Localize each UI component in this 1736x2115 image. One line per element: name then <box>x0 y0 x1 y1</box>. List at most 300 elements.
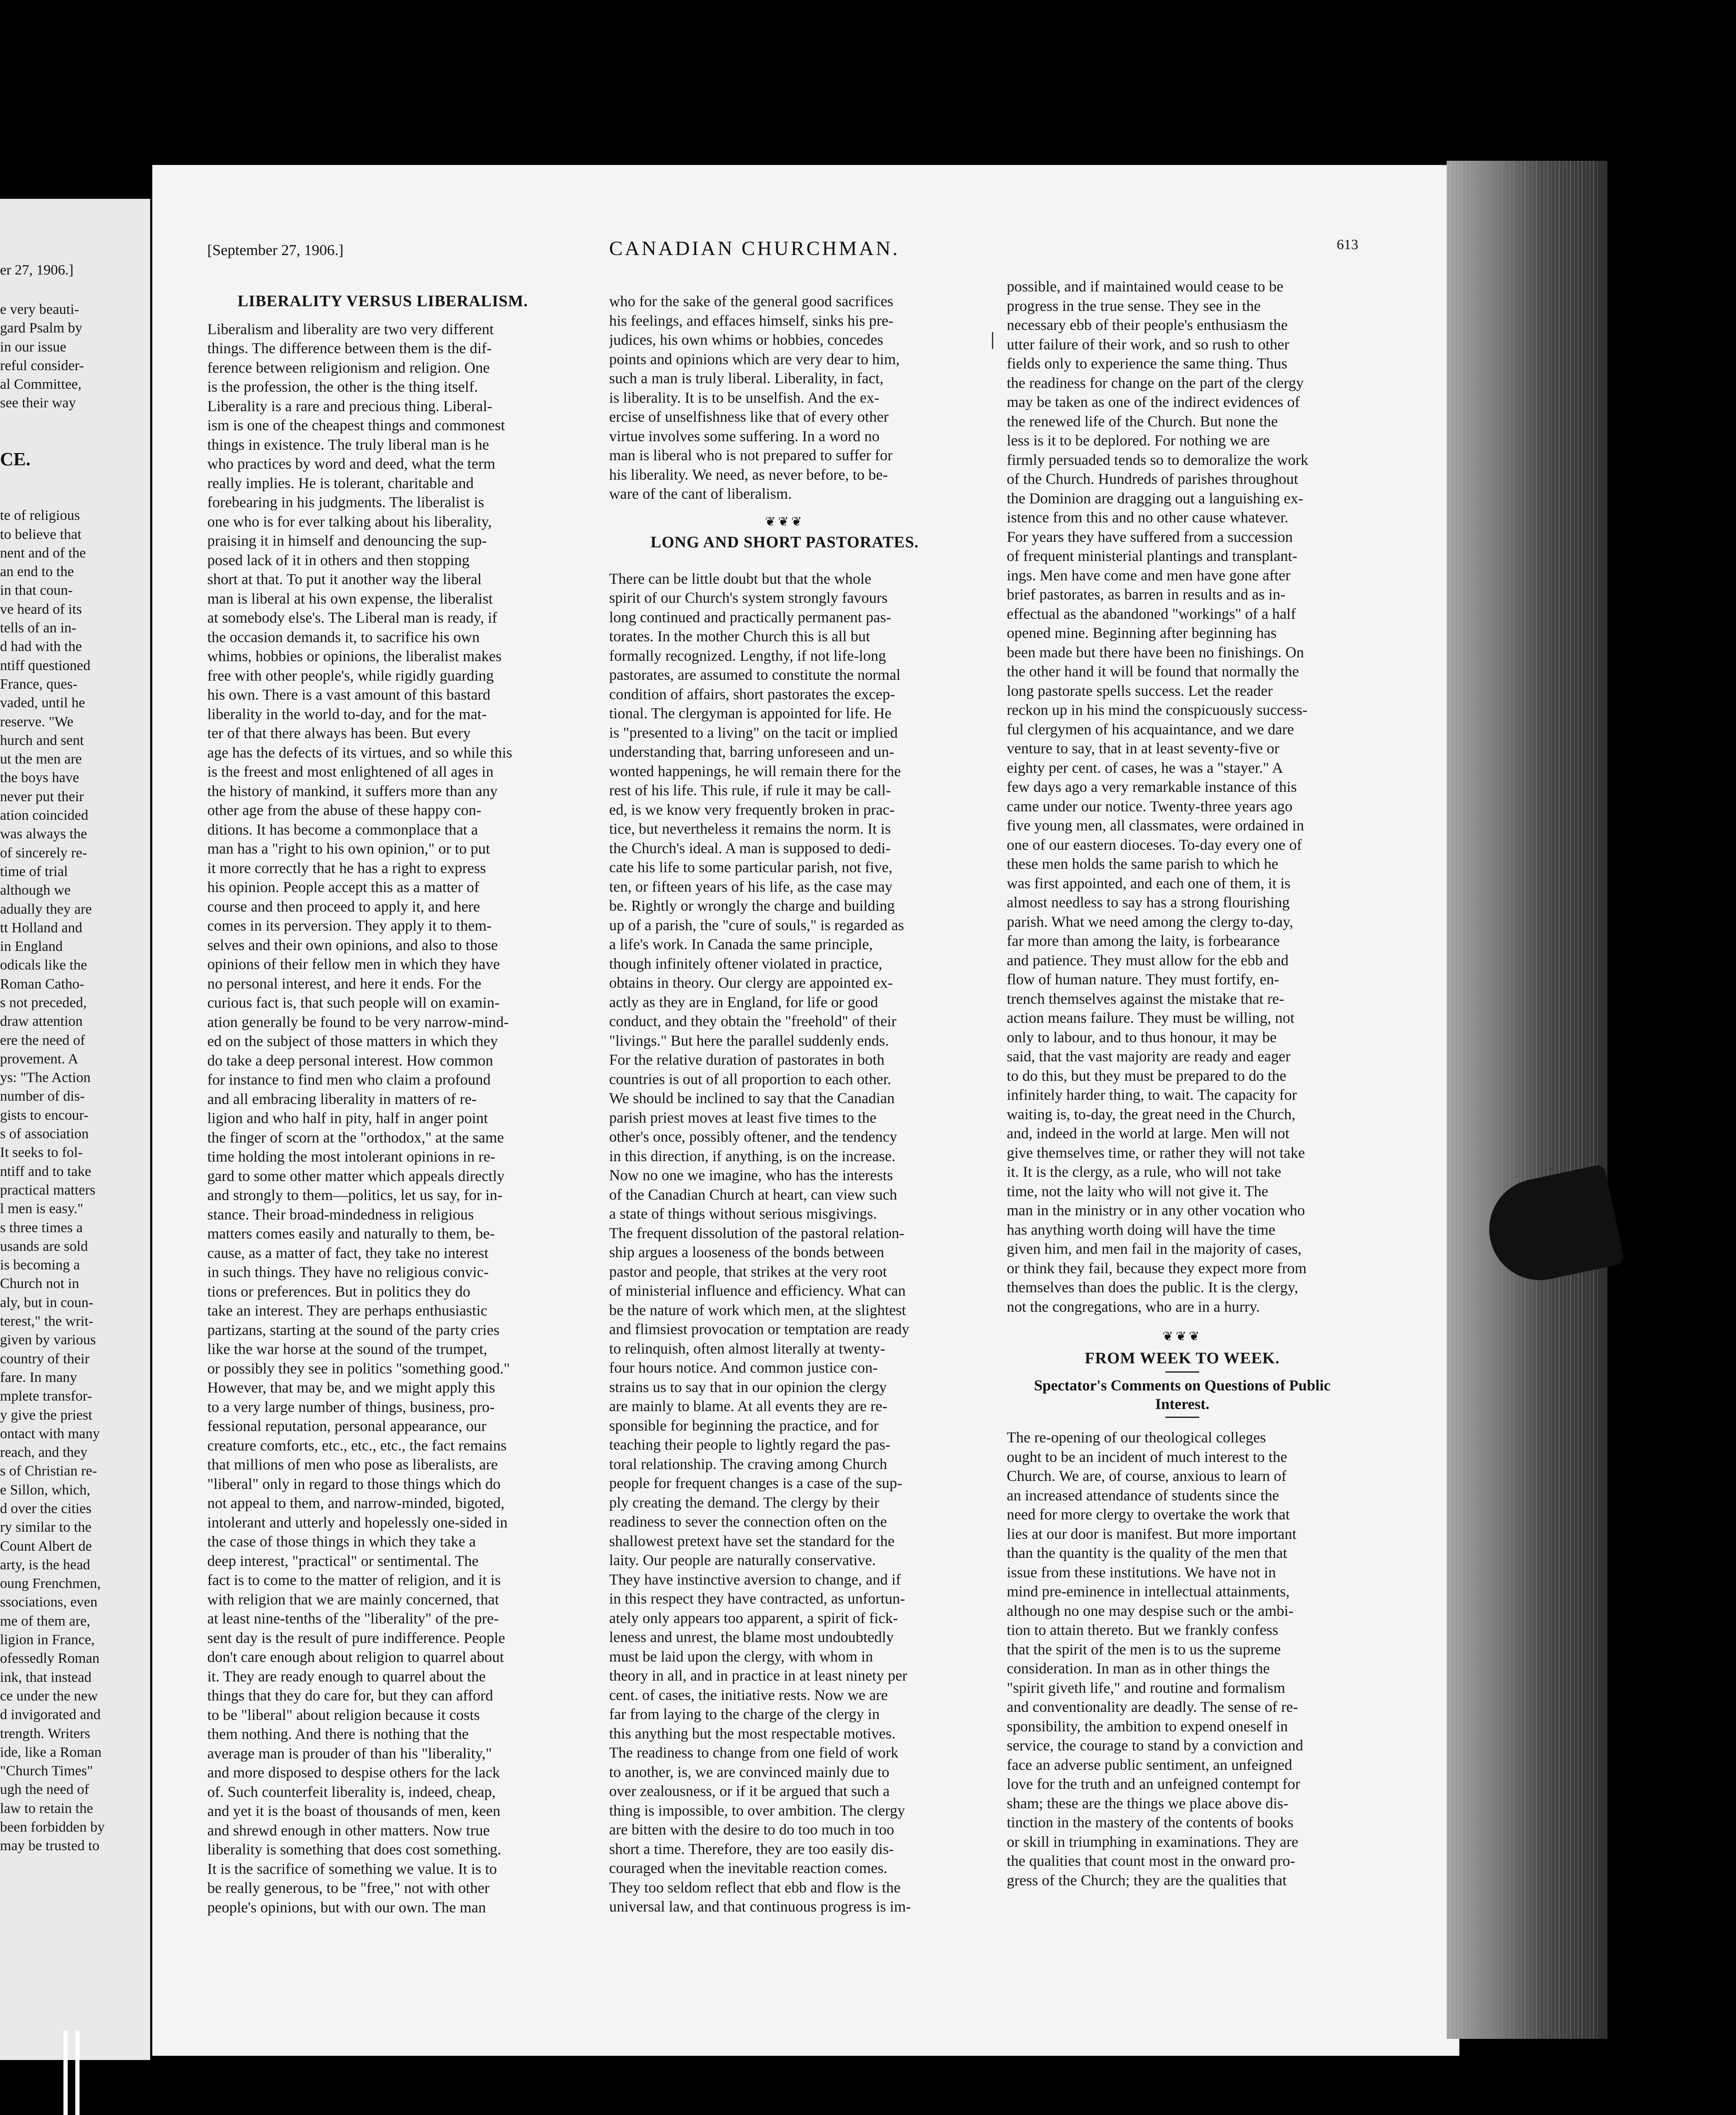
text-line: see their way <box>0 395 76 411</box>
text-line: man is liberal at his own expense, the liberalist <box>207 590 493 607</box>
text-line: far more than among the laity, is forbearance <box>1007 932 1280 949</box>
text-line: ought to be an incident of much interest to the <box>1007 1448 1287 1465</box>
text-line: ation generally be found to be very narrow-mind- <box>207 1013 509 1030</box>
text-line: the Dominion are dragging out a languishing ex- <box>1007 489 1303 507</box>
text-line: other age from the abuse of these happy con- <box>207 802 481 819</box>
text-line: at least nine-tenths of the "liberality" of the pre- <box>207 1610 499 1627</box>
text-line <box>0 413 150 431</box>
text-line: CE. <box>0 449 31 470</box>
text-line: in this respect they have contracted, as unfortun- <box>609 1590 905 1607</box>
text-line: s of association <box>0 1126 89 1142</box>
text-line: the readiness for change on the part of the clergy <box>1007 374 1304 391</box>
text-line: need for more clergy to overtake the work that <box>1007 1506 1290 1523</box>
text-line: average man is prouder of than his "liberality," <box>207 1744 492 1762</box>
text-line: in this direction, if anything, is on the increase. <box>609 1147 895 1165</box>
text-line: the finger of scorn at the "orthodox," at the same <box>207 1129 504 1146</box>
text-line: law to retain the <box>0 1800 93 1816</box>
text-line: that the spirit of the men is to us the supreme <box>1007 1640 1281 1658</box>
text-line: ligion in France, <box>0 1632 95 1648</box>
text-line: short a time. Therefore, they are too easily dis- <box>609 1840 894 1857</box>
article-body-pastorates-cont <box>1007 277 1358 1316</box>
book-edge <box>63 2030 89 2115</box>
text-line: ut the men are <box>0 751 82 767</box>
page-number: 613 <box>1337 237 1358 253</box>
text-line: no personal interest, and here it ends. For the <box>207 975 481 992</box>
text-line: age has the defects of its virtues, and so while this <box>207 744 512 761</box>
text-line: s three times a <box>0 1220 83 1236</box>
text-line: for instance to find men who claim a profound <box>207 1071 491 1088</box>
text-line: obtains in theory. Our clergy are appointed ex- <box>609 974 893 991</box>
text-line: this anything but the most respectable motives. <box>609 1725 895 1742</box>
text-line: and more disposed to despise others for the lack <box>207 1764 500 1781</box>
text-line: "liberal" only in regard to those things which do <box>207 1475 501 1492</box>
text-line: readiness to sever the connection often on the <box>609 1513 887 1530</box>
text-line: matters comes easily and naturally to them, be- <box>207 1225 495 1242</box>
text-line: like the war horse at the sound of the trumpet, <box>207 1340 487 1357</box>
text-line: There can be little doubt but that the whole <box>609 570 871 587</box>
heading-rule <box>1165 1417 1199 1418</box>
text-line: adually they are <box>0 901 92 917</box>
left-page-text <box>0 300 150 1856</box>
text-line: sponsibility, the ambition to expend oneself in <box>1007 1717 1288 1735</box>
text-line: such a man is truly liberal. Liberality, in fact, <box>609 370 884 387</box>
text-line: comes in its perversion. They apply it to them- <box>207 917 492 934</box>
text-line: ship argues a looseness of the bonds between <box>609 1244 884 1261</box>
text-line: firmly persuaded tends so to demoralize the work <box>1007 451 1308 468</box>
text-line: curious fact is, that such people will on examin- <box>207 994 500 1011</box>
text-line: give themselves time, or rather they will not take <box>1007 1144 1305 1161</box>
text-line: formally recognized. Lengthy, if not life-long <box>609 647 886 664</box>
text-line: only to labour, and to thus honour, it may be <box>1007 1028 1277 1046</box>
text-line: te of religious <box>0 508 80 524</box>
text-line: tions or preferences. But in politics they do <box>207 1283 470 1300</box>
text-line: or skill in triumphing in examinations. They are <box>1007 1833 1299 1850</box>
text-line: fessional reputation, personal appearance, our <box>207 1417 486 1434</box>
text-line: opened mine. Beginning after beginning has <box>1007 624 1277 641</box>
text-line: free with other people's, while rigidly guarding <box>207 667 494 684</box>
text-line: terest," the writ- <box>0 1313 93 1329</box>
text-line: service, the courage to stand by a conviction and <box>1007 1737 1303 1754</box>
text-line: love for the truth and an unfeigned contempt for <box>1007 1775 1300 1792</box>
text-line: oung Frenchmen, <box>0 1576 101 1592</box>
text-line <box>0 469 150 488</box>
text-line: vaded, until he <box>0 695 85 711</box>
text-line: man in the ministry or in any other vocation who <box>1007 1202 1305 1219</box>
text-line: pastorates, are assumed to constitute the normal <box>609 666 901 683</box>
text-line: ism is one of the cheapest things and commonest <box>207 417 505 434</box>
text-line: posed lack of it in others and then stopping <box>207 551 470 569</box>
text-line: s not preceded, <box>0 994 87 1011</box>
text-line: been made but there have been no finishings. On <box>1007 643 1304 661</box>
text-line: Liberality is a rare and precious thing. Liberal- <box>207 397 492 415</box>
text-line: praising it in himself and denouncing the sup- <box>207 532 487 549</box>
text-line: necessary ebb of their people's enthusiasm the <box>1007 316 1288 333</box>
text-line: ed on the subject of those matters in which they <box>207 1033 498 1049</box>
text-line: cause, as a matter of fact, they take no interest <box>207 1244 489 1261</box>
text-line: are mainly to blame. At all events they are re- <box>609 1398 887 1415</box>
text-line: eighty per cent. of cases, he was a "stayer." A <box>1007 759 1283 776</box>
article-body-liberality-cont <box>609 292 960 504</box>
text-line: given by various <box>0 1332 96 1348</box>
text-line: who practices by word and deed, what the term <box>207 455 495 472</box>
text-line: gists to encour- <box>0 1107 88 1123</box>
text-line: brief pastorates, as barren in results and as in- <box>1007 586 1286 603</box>
text-line: ssociations, even <box>0 1594 98 1610</box>
text-line: not appeal to them, and narrow-minded, bigoted, <box>207 1494 505 1511</box>
text-line: may be taken as one of the indirect evidences of <box>1007 393 1300 410</box>
text-line: of sincerely re- <box>0 845 87 861</box>
text-line: selves and their own opinions, and also to those <box>207 936 498 953</box>
text-line: ere the need of <box>0 1032 85 1048</box>
text-line: theory in all, and in practice in at least ninety per <box>609 1667 907 1684</box>
text-line: do take a deep personal interest. How common <box>207 1052 493 1069</box>
text-line: reckon up in his mind the conspicuously success- <box>1007 701 1307 718</box>
text-line: in such things. They have no religious convic- <box>207 1264 489 1280</box>
text-line: long continued and practically permanent pas- <box>609 608 891 626</box>
text-line: mind pre-eminence in intellectual attainments, <box>1007 1583 1290 1600</box>
text-line: "Church Times" <box>0 1763 93 1779</box>
text-line: odicals like the <box>0 957 87 973</box>
text-line: said, that the vast majority are ready and eager <box>1007 1048 1291 1065</box>
text-line: must be laid upon the clergy, with whom in <box>609 1648 873 1665</box>
text-line: wonted happenings, he will remain there for the <box>609 762 901 780</box>
text-line: ed, is we know very frequently broken in prac- <box>609 801 895 818</box>
article-body-liberality <box>207 320 558 1917</box>
text-line: themselves than does the public. It is the clergy, <box>1007 1279 1298 1296</box>
text-line: been forbidden by <box>0 1819 105 1835</box>
section-ornament: ❦❦❦ <box>1162 1329 1202 1343</box>
main-page <box>152 165 1459 2056</box>
text-line: ditions. It has become a commonplace that a <box>207 821 478 838</box>
text-line: sponsible for beginning the practice, and for <box>609 1417 879 1434</box>
text-line: really implies. He is tolerant, charitable and <box>207 474 474 492</box>
text-line <box>0 431 150 450</box>
text-line: the case of those things in which they take a <box>207 1533 476 1550</box>
text-line: utter failure of their work, and so rush to other <box>1007 335 1289 353</box>
text-line: venture to say, that in at least seventy-five or <box>1007 740 1280 757</box>
text-line: it. It is the clergy, as a rule, who will not take <box>1007 1163 1281 1180</box>
text-line: fields only to experience the same thing. Thus <box>1007 355 1288 372</box>
text-line: it. They are ready enough to quarrel about the <box>207 1667 486 1685</box>
text-line: tinction in the mastery of the contents of books <box>1007 1814 1294 1831</box>
text-line: one of our eastern dioceses. To-day every one of <box>1007 836 1302 853</box>
text-line: who for the sake of the general good sacrifices <box>609 293 893 310</box>
text-line: parish priest moves at least five times to the <box>609 1109 876 1126</box>
text-line: long pastorate spells success. Let the reader <box>1007 682 1273 699</box>
text-line: lies at our door is manifest. But more important <box>1007 1525 1297 1542</box>
text-line: four hours notice. And common justice con- <box>609 1359 878 1376</box>
text-line: deep interest, "practical" or sentimental. The <box>207 1552 479 1569</box>
text-line: action means failure. They must be willing, not <box>1007 1009 1295 1026</box>
text-line: of the Canadian Church at heart, can view such <box>609 1186 897 1203</box>
text-line: given him, and men fail in the majority of cases, <box>1007 1240 1302 1257</box>
text-line: is the profession, the other is the thing itself. <box>207 378 478 395</box>
text-line: pastor and people, that strikes at the very root <box>609 1263 887 1280</box>
text-line: toral relationship. The craving among Church <box>609 1455 887 1472</box>
text-line: is becoming a <box>0 1257 80 1273</box>
text-line: the occasion demands it, to sacrifice his own <box>207 628 480 645</box>
text-line: of ministerial influence and efficiency. What can <box>609 1282 906 1299</box>
text-line: and strongly to them—politics, let us say, for in- <box>207 1187 503 1203</box>
text-line: up of a parish, the "cure of souls," is regarded as <box>609 916 904 934</box>
left-page-header: er 27, 1906.] <box>0 262 74 278</box>
text-line: ofessedly Roman <box>0 1651 100 1667</box>
text-line: ntiff questioned <box>0 657 91 673</box>
text-line: and conventionality are deadly. The sense of re- <box>1007 1698 1298 1715</box>
text-line: d invigorated and <box>0 1707 101 1723</box>
text-line: and shrewd enough in other matters. Now true <box>207 1821 490 1839</box>
text-line: be really generous, to be "free," not with other <box>207 1879 490 1896</box>
text-line: e Sillon, which, <box>0 1482 91 1498</box>
text-line: trength. Writers <box>0 1725 91 1741</box>
text-line: couraged when the inevitable reaction comes. <box>609 1860 887 1876</box>
text-line: the qualities that count most in the onward pro- <box>1007 1852 1295 1869</box>
text-line: never put their <box>0 788 84 805</box>
text-line: cate his life to some particular parish, not five, <box>609 859 893 876</box>
text-line: cent. of cases, the initiative rests. Now we are <box>609 1686 888 1703</box>
text-line: d had with the <box>0 639 82 655</box>
text-line: face an adverse public sentiment, an unfeigned <box>1007 1756 1292 1773</box>
text-line: has anything worth doing will have the time <box>1007 1221 1275 1238</box>
text-line: nent and of the <box>0 545 86 561</box>
text-line: parish. What we need among the clergy to-day, <box>1007 913 1294 930</box>
text-line: liberality is something that does cost something. <box>207 1841 501 1858</box>
text-line: torates. In the mother Church this is all but <box>609 628 870 645</box>
text-line: his liberality. We need, as never before, to be- <box>609 466 888 483</box>
article-body-pastorates <box>609 569 960 1917</box>
text-line: to believe that <box>0 526 82 542</box>
text-line: an increased attendance of students since the <box>1007 1486 1279 1504</box>
text-line: to a very large number of things, business, pro- <box>207 1398 495 1415</box>
text-line: is the freest and most enlightened of all ages in <box>207 763 494 780</box>
article-heading-week: FROM WEEK TO WEEK. <box>1085 1349 1280 1367</box>
text-line: l men is easy." <box>0 1201 83 1217</box>
text-line: creature comforts, etc., etc., etc., the fact remains <box>207 1437 507 1454</box>
text-line: ercise of unselfishness like that of every other <box>609 408 889 425</box>
text-line: shallowest pretext have set the standard for the <box>609 1532 895 1549</box>
section-ornament: ❦❦❦ <box>765 514 805 529</box>
page-edges <box>1447 161 1607 2039</box>
text-line: his feelings, and effaces himself, sinks his pre- <box>609 312 894 329</box>
text-line: gress of the Church; they are the qualities that <box>1007 1871 1287 1889</box>
text-line: laity. Our people are naturally conservative. <box>609 1552 876 1568</box>
text-line: consideration. In man as in other things the <box>1007 1660 1270 1677</box>
text-line: an end to the <box>0 564 74 580</box>
text-line: tional. The clergyman is appointed for life. He <box>609 705 892 722</box>
text-line: waiting is, to-day, the great need in the Church, <box>1007 1105 1296 1123</box>
text-line: to relinquish, often almost literally at twenty- <box>609 1340 885 1357</box>
text-line: are bitten with the desire to do too much in too <box>609 1821 894 1838</box>
text-line: Count Albert de <box>0 1538 92 1554</box>
text-line: Liberalism and liberality are two very different <box>207 320 494 338</box>
text-line: actly as they are in England, for life or good <box>609 993 878 1011</box>
text-line: opinions of their fellow men in which they have <box>207 956 500 972</box>
text-line: a life's work. In Canada the same principle, <box>609 936 873 953</box>
text-line: one who is for ever talking about his liberality, <box>207 513 492 530</box>
text-line: the boys have <box>0 770 79 786</box>
text-line: intolerant and utterly and hopelessly one-sided in <box>207 1513 508 1531</box>
text-line: France, ques- <box>0 676 78 692</box>
text-line: not the congregations, who are in a hurry. <box>1007 1298 1260 1315</box>
text-line: understanding that, barring unforeseen and un- <box>609 743 894 760</box>
text-line: flow of human nature. They must fortify, en- <box>1007 971 1279 988</box>
text-line: be. Rightly or wrongly the charge and building <box>609 897 895 914</box>
text-line: condition of affairs, short pastorates the excep- <box>609 685 895 703</box>
text-line: far from laying to the charge of the clergy in <box>609 1706 880 1722</box>
text-line: points and opinions which are very dear to him, <box>609 350 900 368</box>
text-line: although no one may despise such or the ambi- <box>1007 1602 1294 1619</box>
text-line: judices, his own whims or hobbies, concedes <box>609 331 883 348</box>
text-line: five young men, all classmates, were ordained in <box>1007 817 1304 834</box>
text-line: country of their <box>0 1351 90 1367</box>
text-line: people's opinions, but with our own. The man <box>207 1898 486 1916</box>
text-line: ntiff and to take <box>0 1163 91 1179</box>
text-line: or think they fail, because they expect more from <box>1007 1259 1307 1277</box>
text-line: is liberality. It is to be unselfish. And the ex- <box>609 389 879 406</box>
text-line: in that coun- <box>0 582 73 599</box>
text-line: was first appointed, and each one of them, it is <box>1007 874 1291 892</box>
text-line: conduct, and they obtain the "freehold" of their <box>609 1013 897 1030</box>
text-line: sent day is the result of pure indifference. People <box>207 1629 505 1646</box>
issue-date: [September 27, 1906.] <box>207 242 343 258</box>
text-line: possible, and if maintained would cease to be <box>1007 278 1283 295</box>
text-line: universal law, and that continuous progress is im- <box>609 1898 911 1915</box>
text-line: few days ago a very remarkable instance of this <box>1007 778 1297 795</box>
text-line: The re-opening of our theological colleges <box>1007 1429 1266 1446</box>
text-line: We should be inclined to say that the Canadian <box>609 1090 895 1107</box>
text-line: time, not the laity who will not give it. The <box>1007 1182 1269 1200</box>
left-page <box>0 199 150 2060</box>
text-line: these men holds the same parish to which he <box>1007 855 1278 872</box>
text-line: whims, hobbies or opinions, the liberalist makes <box>207 648 502 665</box>
text-line: be the nature of work which men, at the slightest <box>609 1301 906 1318</box>
text-line: over zealousness, or if it be argued that such a <box>609 1783 890 1799</box>
text-line: and patience. They must allow for the ebb and <box>1007 951 1289 969</box>
text-line: al Committee, <box>0 376 82 393</box>
text-line: fact is to come to the matter of religion, and it is <box>207 1571 501 1588</box>
text-line: may be trusted to <box>0 1838 100 1854</box>
text-line: It is the sacrifice of something we value. It is to <box>207 1860 497 1877</box>
text-line: the Church's ideal. A man is supposed to dedi- <box>609 839 891 857</box>
text-line: of frequent ministerial plantings and transplant- <box>1007 547 1297 564</box>
text-line: ation coincided <box>0 808 88 824</box>
column-2 <box>609 292 960 1917</box>
text-line: ce under the new <box>0 1688 98 1704</box>
text-line: ware of the cant of liberalism. <box>609 485 792 502</box>
text-line: short at that. To put it another way the liberal <box>207 571 482 588</box>
text-line: aly, but in coun- <box>0 1294 93 1310</box>
text-line: came under our notice. Twenty-three years ago <box>1007 797 1293 815</box>
text-line: his own. There is a vast amount of this bastard <box>207 686 491 703</box>
text-line: course and then proceed to apply it, and here <box>207 898 480 915</box>
text-line: For the relative duration of pastorates in both <box>609 1051 884 1068</box>
text-line: Church. We are, of course, anxious to learn of <box>1007 1467 1287 1484</box>
text-line: They too seldom reflect that ebb and flow is the <box>609 1879 901 1896</box>
text-line: the other hand it will be found that normally the <box>1007 663 1299 680</box>
text-line: it more correctly that he has a right to express <box>207 859 486 876</box>
text-line: don't care enough about religion to quarrel about <box>207 1648 504 1665</box>
text-line: practical matters <box>0 1182 96 1198</box>
text-line: ful clergymen of his acquaintance, and we dare <box>1007 720 1294 738</box>
text-line: thing is impossible, to over ambition. The clergy <box>609 1802 905 1819</box>
text-line: of the Church. Hundreds of parishes throughout <box>1007 470 1298 487</box>
text-line: e very beauti- <box>0 302 79 317</box>
text-line: arty, is the head <box>0 1557 91 1573</box>
text-line: is "presented to a living" on the tacit or implied <box>609 724 898 741</box>
text-line: reful consider- <box>0 357 84 374</box>
text-line: and yet it is the boast of thousands of men, keen <box>207 1802 500 1819</box>
text-line: them nothing. And there is nothing that the <box>207 1725 469 1742</box>
text-line: and, indeed in the world at large. Men will not <box>1007 1125 1290 1142</box>
text-line: They have instinctive aversion to change, and if <box>609 1571 901 1588</box>
text-line: tt Holland and <box>0 920 82 936</box>
text-line: was always the <box>0 826 87 842</box>
text-line: though infinitely oftener violated in practice, <box>609 955 882 972</box>
text-line: ve heard of its <box>0 601 82 617</box>
text-line: or possibly they see in politics "something good." <box>207 1360 510 1377</box>
text-line: mplete transfor- <box>0 1388 92 1404</box>
text-line: ontact with many <box>0 1426 100 1442</box>
text-line: ink, that instead <box>0 1669 92 1685</box>
text-line: that millions of men who pose as liberalists, are <box>207 1456 498 1473</box>
text-line: than the quantity is the quality of the men that <box>1007 1544 1287 1561</box>
text-line: ligion and who half in pity, half in anger point <box>207 1110 488 1126</box>
text-line: the history of mankind, it suffers more than any <box>207 782 498 799</box>
text-line: hurch and sent <box>0 732 84 748</box>
text-line: liberality in the world to-day, and for the mat- <box>207 705 487 722</box>
publication-title: CANADIAN CHURCHMAN. <box>609 237 900 260</box>
article-subheading: Spectator's Comments on Questions of Public Interest. <box>1034 1377 1331 1412</box>
column-1 <box>207 292 558 1917</box>
text-line: time of trial <box>0 863 68 879</box>
text-line: ply creating the demand. The clergy by their <box>609 1494 879 1511</box>
text-line: things that they do care for, but they can afford <box>207 1687 493 1704</box>
text-line: Roman Catho- <box>0 976 85 992</box>
column-3 <box>1007 277 1358 1890</box>
text-line: rest of his life. This rule, if rule it may be call- <box>609 782 891 799</box>
text-line: man is liberal who is not prepared to suffer for <box>609 447 893 464</box>
text-line: number of dis- <box>0 1088 85 1104</box>
text-line: in our issue <box>0 339 66 355</box>
text-line: Church not in <box>0 1276 79 1292</box>
article-body-week <box>1007 1428 1358 1890</box>
text-line: ide, like a Roman <box>0 1744 102 1760</box>
text-line: ten, or fifteen years of his life, as the case may <box>609 878 893 895</box>
text-line: although we <box>0 882 71 898</box>
text-line: "livings." But here the parallel suddenly ends. <box>609 1032 889 1049</box>
text-line: sham; these are the things we place above dis- <box>1007 1794 1288 1812</box>
text-line: It seeks to fol- <box>0 1145 83 1161</box>
text-line: tells of an in- <box>0 620 77 636</box>
text-line: spirit of our Church's system strongly favours <box>609 589 888 606</box>
text-line: d over the cities <box>0 1501 92 1516</box>
text-line: ugh the need of <box>0 1782 89 1798</box>
text-line: almost needless to say has a strong flourishing <box>1007 894 1290 911</box>
text-line: less is it to be deplored. For nothing we are <box>1007 432 1270 449</box>
text-line: the renewed life of the Church. But none the <box>1007 412 1278 430</box>
page-mark <box>992 332 993 349</box>
text-line: gard Psalm by <box>0 320 82 336</box>
page-header <box>152 237 1459 266</box>
text-line: progress in the true sense. They see in the <box>1007 297 1261 314</box>
text-line <box>0 488 150 506</box>
text-line: things. The difference between them is the dif- <box>207 340 492 357</box>
text-line: take an interest. They are perhaps enthusiastic <box>207 1302 488 1319</box>
text-line: effectual as the abandoned "workings" of a half <box>1007 605 1296 622</box>
text-line: stance. Their broad-mindedness in religious <box>207 1206 474 1223</box>
text-line: ately only appears too apparent, a spirit of fick- <box>609 1609 898 1626</box>
text-line: Now no one we imagine, who has the interests <box>609 1167 893 1184</box>
